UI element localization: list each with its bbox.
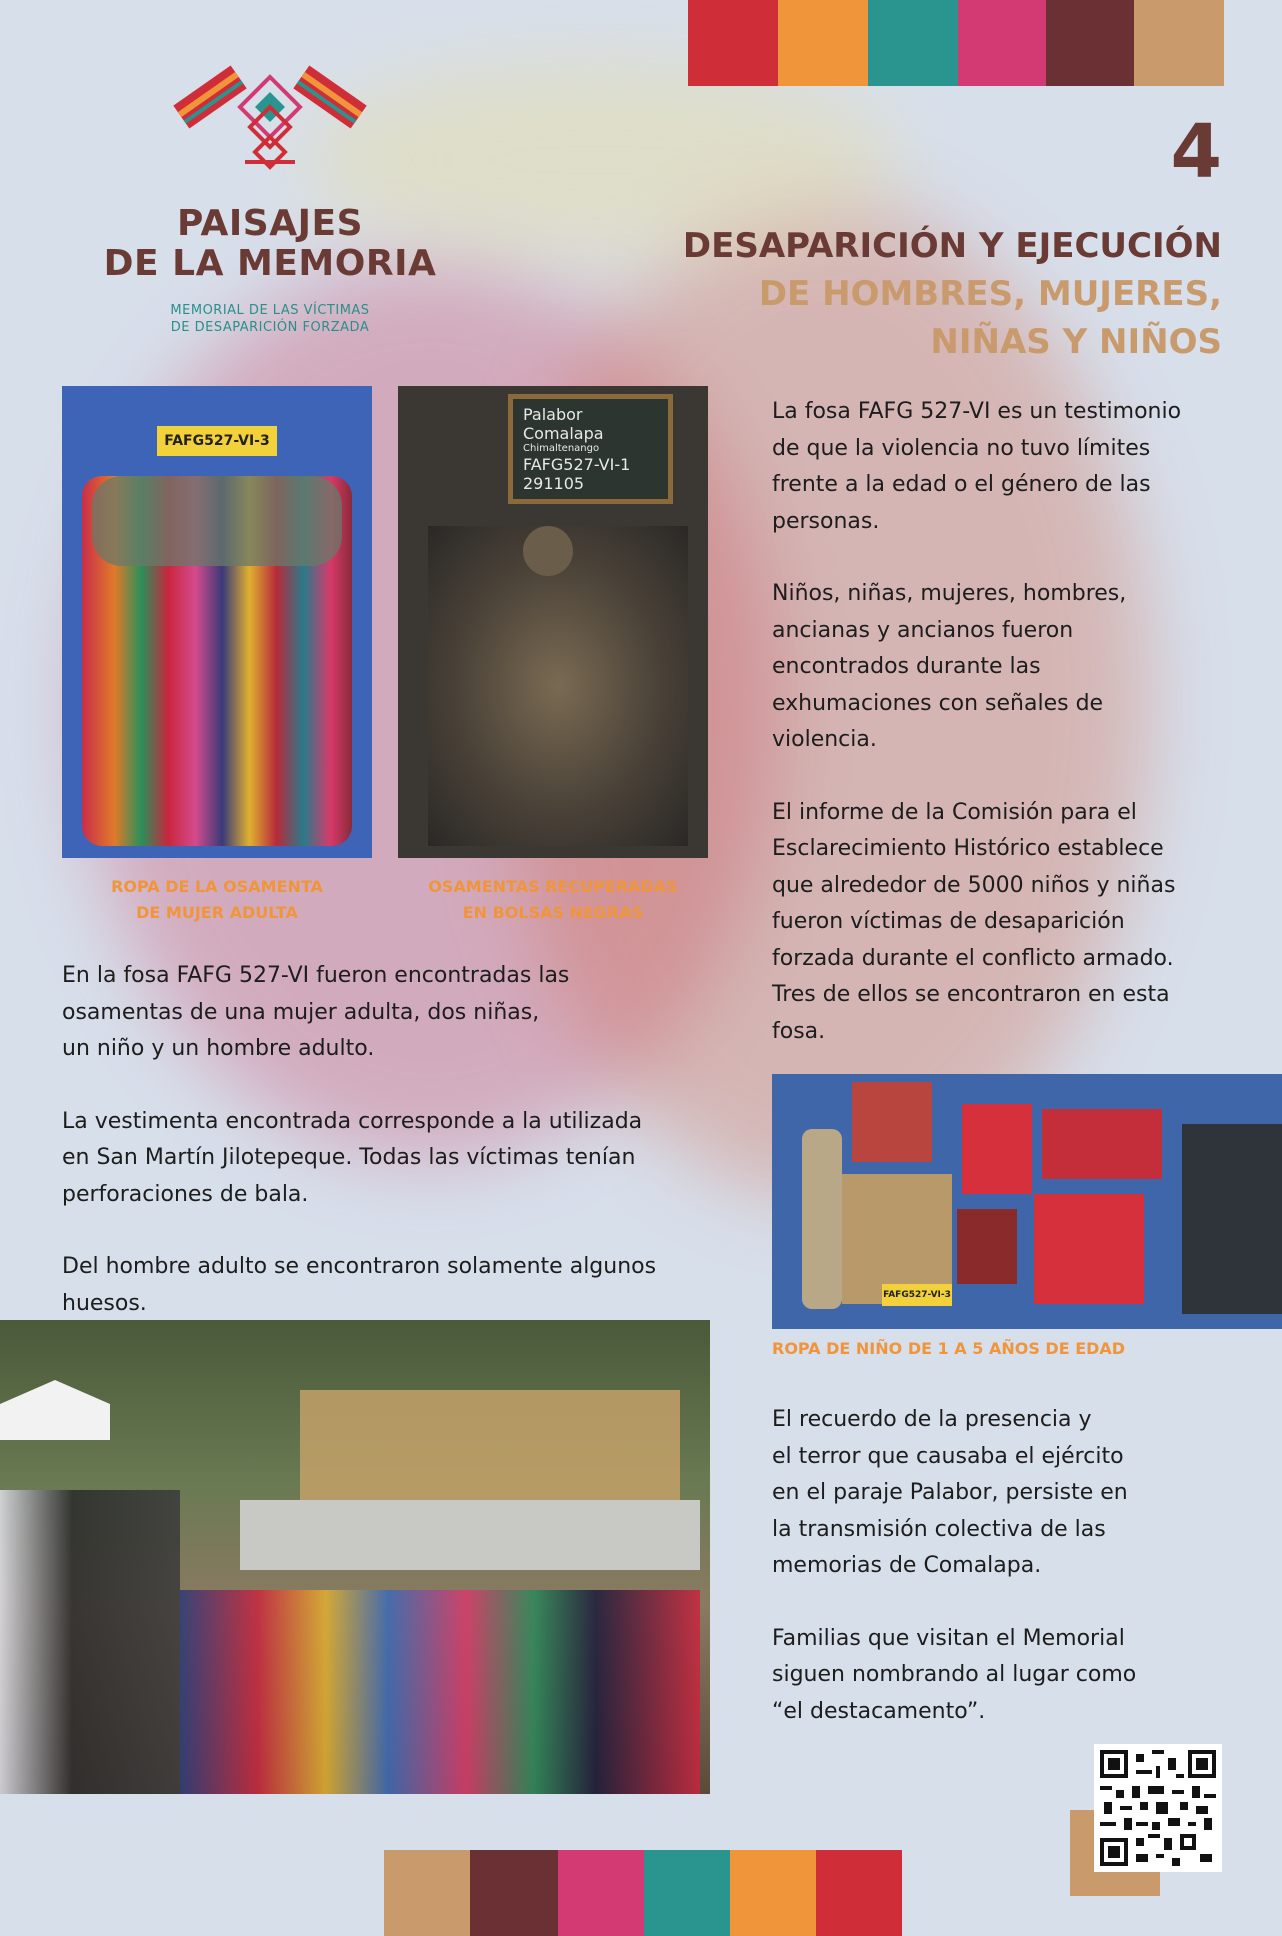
page-title: [683, 222, 1222, 366]
memorial-structure: [300, 1390, 680, 1510]
chalkboard-sign: Palabor Comalapa Chimaltenango FAFG527-VI-1 291105: [508, 394, 673, 504]
logo-subtitle-line1: MEMORIAL DE LAS VÍCTIMAS: [170, 303, 370, 318]
skull: [523, 526, 573, 576]
logo-subtitle-line2: DE DESAPARICIÓN FORZADA: [170, 320, 370, 335]
right-text-top: [772, 394, 1232, 1086]
heading-line3: NIÑAS Y NIÑOS: [930, 322, 1222, 362]
textile-fold: [92, 476, 342, 566]
right-paragraph-4: El recuerdo de la presencia y el terror que causaba el ejército en el paraje Palabor, persiste en la transmisión colectiva de las memorias de Comalapa.: [772, 1407, 1128, 1578]
left-text-block: [62, 958, 712, 1358]
memorial-wall: [240, 1500, 700, 1570]
black-bag: [1182, 1124, 1282, 1314]
garment-red-3: [1034, 1194, 1144, 1304]
garment-shirt: [852, 1082, 932, 1162]
evidence-tag: FAFG527-VI-3: [157, 426, 277, 456]
right-paragraph-3: El informe de la Comisión para el Esclarecimiento Histórico establece que alrededor de 5000 niños y niñas fueron víctimas de desaparición forzada durante el conflicto armado. Tres de ellos se encontraron en esta fosa.: [772, 799, 1176, 1044]
left-paragraph-1: En la fosa FAFG 527-VI fueron encontradas las osamentas de una mujer adulta, dos niñas, un niño y un hombre adulto.: [62, 963, 570, 1061]
panel-number: 4: [1170, 109, 1222, 195]
left-paragraph-3: Del hombre adulto se encontraron solamente algunos huesos.: [62, 1254, 657, 1316]
logo: [95, 62, 445, 336]
tent: [0, 1380, 110, 1440]
caption-child-clothes: ROPA DE NIÑO DE 1 A 5 AÑOS DE EDAD: [772, 1339, 1126, 1358]
left-paragraph-2: La vestimenta encontrada corresponde a la utilizada en San Martín Jilotepeque. Todas las víctimas tenían perforaciones de bala.: [62, 1108, 643, 1207]
caption-remains-bags: OSAMENTAS RECUPERADAS EN BOLSAS NEGRAS: [428, 877, 678, 922]
caption-woman-clothing: ROPA DE LA OSAMENTA DE MUJER ADULTA: [111, 877, 323, 922]
photo-memorial-visitors: [0, 1320, 710, 1794]
logo-emblem-icon: [170, 62, 370, 172]
right-paragraph-1: La fosa FAFG 527-VI es un testimonio de que la violencia no tuvo límites frente a la edad o el género de las personas.: [772, 399, 1182, 534]
crowd: [180, 1590, 700, 1794]
garment-strip: [802, 1129, 842, 1309]
qr-code-icon: [1100, 1750, 1216, 1866]
qr-code[interactable]: [1094, 1744, 1222, 1872]
right-text-bottom: [772, 1402, 1232, 1766]
logo-title-line2: DE LA MEMORIA: [103, 243, 437, 284]
photo-remains-bags: [398, 386, 708, 858]
photo-child-clothes: [772, 1074, 1282, 1329]
heading-line1: DESAPARICIÓN Y EJECUCIÓN: [682, 226, 1222, 266]
garment-red-2: [1042, 1109, 1162, 1179]
right-paragraph-2: Niños, niñas, mujeres, hombres, ancianas y ancianos fueron encontrados durante las exhumaciones con señales de violencia.: [772, 581, 1127, 752]
evidence-tag: FAFG527-VI-3: [882, 1284, 952, 1306]
heading-line2: DE HOMBRES, MUJERES,: [758, 274, 1222, 314]
photo-woman-clothing: [62, 386, 372, 858]
garment-dark-red: [957, 1209, 1017, 1284]
right-paragraph-5: Familias que visitan el Memorial siguen nombrando al lugar como “el destacamento”.: [772, 1625, 1137, 1724]
garment-red: [962, 1104, 1032, 1194]
crowd-left: [0, 1490, 180, 1794]
excavation-pit: [428, 526, 688, 846]
logo-title-line1: PAISAJES: [176, 203, 364, 244]
